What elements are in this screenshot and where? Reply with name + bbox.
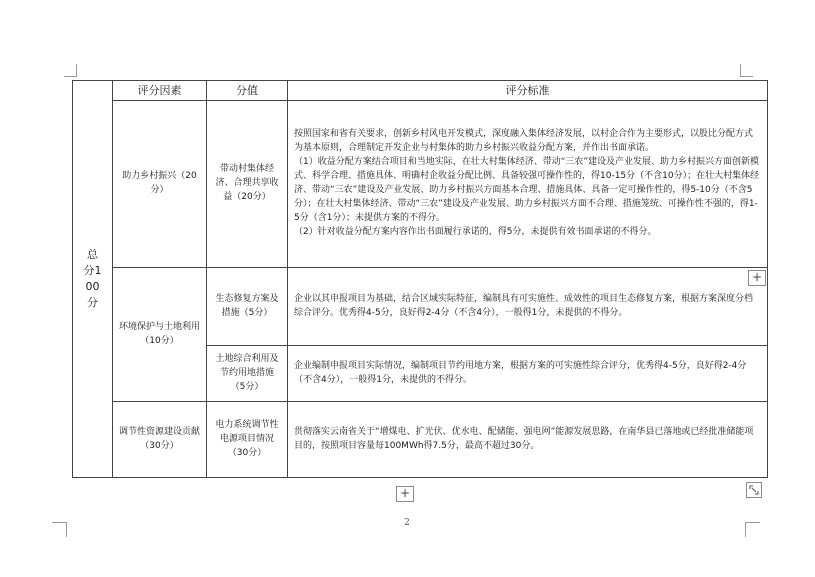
- criteria-paragraph: （1）收益分配方案结合项目和当地实际，在壮大村集体经济、带动“三农”建设及产业发展、助力乡村振兴方面创新模式、科学合理、措施具体、明确村企收益分配比例、具备较强可操作性的，得10-15分（不含10分）；在壮大村集体经济、带动“三农”建设及产业发展、助力乡村振兴方面基本合理、措施具体、具备一定可操作性的，得5-10分（不含5分）；在壮大村集体经济、带动“三农”建设及产业发展、助力乡村振兴方面不合理、措施笼统、可操作性不强的，得1-5分（含1分）；未提供方案的不得分。: [294, 157, 760, 223]
- total-score-cell: [73, 81, 113, 478]
- criteria-paragraph: 贯彻落实云南省关于“增煤电、扩光伏、优水电、配储能、强电网”能源发展思路，在南华县已落地或已经批准储能项目的，按照项目容量每100MWh得7.5分，最高不超过30分。: [294, 426, 754, 451]
- header-value: 分值: [207, 81, 288, 101]
- criteria-paragraph: 企业以其申报项目为基础，结合区域实际特征，编制具有可实施性、成效性的项目生态修复方案，根据方案深度分档综合评分。优秀得4-5分，良好得2-4分（不含4分），一般得1分，未提供的不得分。: [294, 293, 754, 318]
- resize-table-button[interactable]: [746, 482, 762, 498]
- add-column-button[interactable]: +: [748, 270, 766, 286]
- criteria-paragraph: 按照国家和省有关要求，创新乡村风电开发模式，深度融入集体经济发展，以村企合作为主要形式，以股比分配方式为基本原则，合理制定开发企业与村集体的助力乡村振兴收益分配方案，并作出书面承诺。: [294, 129, 754, 154]
- crop-mark-top-left: [64, 64, 77, 77]
- criteria-cell: [288, 101, 768, 267]
- criteria-paragraph: 企业编制申报项目实际情况，编制项目节约用地方案，根据方案的可实施性综合评分，优秀得4-5分，良好得2-4分（不含4分），一般得1分，未提供的不得分。: [294, 360, 747, 385]
- criteria-paragraph: （2）针对收益分配方案内容作出书面履行承诺的，得5分，未提供有效书面承诺的不得分。: [294, 226, 657, 237]
- table-row: [73, 101, 768, 267]
- table-row: [73, 267, 768, 346]
- sub-factor-cell: 土地综合利用及节约用地措施（5分）: [207, 346, 288, 402]
- sub-factor-cell: 带动村集体经济、合理共享收益（20分）: [207, 101, 288, 267]
- header-factor: 评分因素: [113, 81, 207, 101]
- crop-mark-top-right: [740, 64, 753, 77]
- crop-mark-bottom-right: [745, 522, 760, 537]
- table-row: [73, 402, 768, 478]
- scoring-table: [72, 80, 768, 478]
- factor-cell: 助力乡村振兴（20分）: [113, 101, 207, 267]
- factor-cell: 调节性资源建设贡献（30分）: [113, 402, 207, 478]
- table-header-row: [73, 81, 768, 101]
- sub-factor-cell: 电力系统调节性电源项目情况（30分）: [207, 402, 288, 478]
- crop-mark-bottom-left: [52, 522, 67, 537]
- add-row-button[interactable]: +: [396, 486, 414, 502]
- criteria-cell: [288, 402, 768, 478]
- header-criteria: 评分标准: [288, 81, 768, 101]
- criteria-cell: [288, 267, 768, 346]
- factor-cell: 环境保护与土地利用（10分）: [113, 267, 207, 402]
- resize-icon: [749, 485, 759, 495]
- page-number: 2: [404, 518, 410, 528]
- sub-factor-cell: 生态修复方案及措施（5分）: [207, 267, 288, 346]
- criteria-cell: [288, 346, 768, 402]
- total-score-label: 总分100分: [83, 248, 102, 309]
